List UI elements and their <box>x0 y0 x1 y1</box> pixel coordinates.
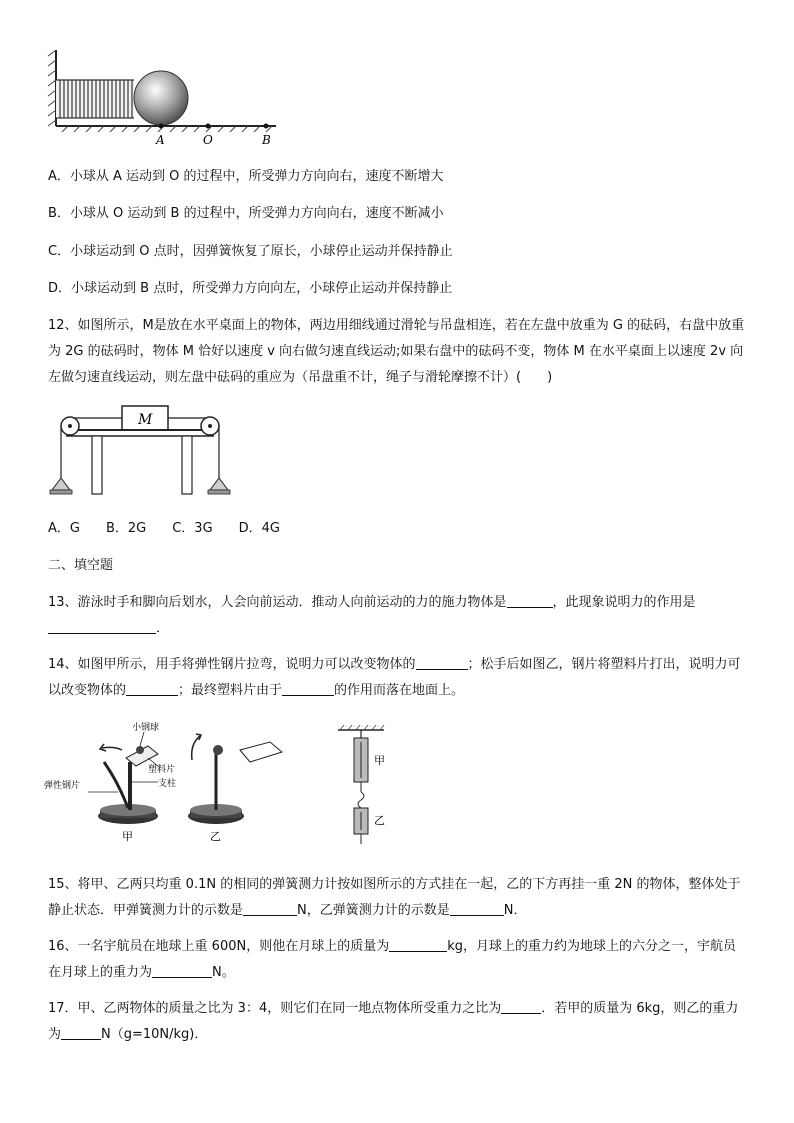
answer-blank[interactable] <box>282 681 334 696</box>
answer-blank[interactable] <box>501 999 541 1014</box>
right-pan <box>210 478 228 490</box>
steel-sheet-bent <box>104 762 128 808</box>
label-steel-sheet: 弹性钢片 <box>44 781 81 791</box>
question-12-options: A．G B．2G C．3G D．4G <box>48 521 281 536</box>
question-17: 17．甲、乙两物体的质量之比为 3：4，则它们在同一地点物体所受重力之比为 ．若甲的质量为 6kg，则乙的重力为 N（g=10N/kg)． <box>48 1001 739 1042</box>
spring <box>56 80 134 118</box>
answer-blank[interactable] <box>126 681 178 696</box>
label-o: O <box>203 133 213 147</box>
answer-blank[interactable] <box>450 901 504 916</box>
option-b: B．小球从 O 运动到 B 的过程中，所受弹力方向向右，速度不断减小 <box>48 206 444 221</box>
option-c: C．小球运动到 O 点时，因弹簧恢复了原长，小球停止运动并保持静止 <box>48 244 453 259</box>
label-jia: 甲 <box>122 830 133 843</box>
spring-scales-figure <box>336 722 396 848</box>
steel-sheet-figure <box>44 722 286 846</box>
answer-blank[interactable] <box>243 901 297 916</box>
label-plastic: 塑料片 <box>148 765 176 775</box>
pulley-table-figure <box>44 402 236 498</box>
answer-blank[interactable] <box>416 655 468 670</box>
label-scale-yi: 乙 <box>374 814 385 827</box>
left-pan <box>52 478 70 490</box>
label-pillar: 支柱 <box>158 779 177 789</box>
small-steel-ball <box>136 746 144 754</box>
label-a: A <box>156 133 165 147</box>
answer-blank[interactable] <box>61 1025 101 1040</box>
label-yi: 乙 <box>210 830 221 843</box>
ball <box>134 71 188 125</box>
answer-blank[interactable] <box>152 963 212 978</box>
question-14: 14、如图甲所示，用手将弹性钢片拉弯，说明力可以改变物体的 ；松手后如图乙，钢片将塑料片打出，说明力可以改变物体的 ；最终塑料片由于 的作用而落在地面上。 <box>48 657 741 698</box>
section-2-title: 二、填空题 <box>48 558 114 573</box>
label-scale-jia: 甲 <box>374 754 385 767</box>
label-small-ball: 小钢球 <box>132 723 160 733</box>
option-d: D．小球运动到 B 点时，所受弹力方向向左，小球停止运动并保持静止 <box>48 281 453 296</box>
spring-ball-figure <box>44 46 284 150</box>
answer-blank[interactable] <box>389 937 447 952</box>
question-12-stem: 12、如图所示，M是放在水平桌面上的物体，两边用细线通过滑轮与吊盘相连，若在左盘中放重为 G 的砝码，右盘中放重为 2G 的砝码时，物体 M 恰好以速度 v 向右做匀速直线运动;如果右盘中的砝码不变，物体 M 在水平桌面上以速度 2v 向左做匀速直线运动，则左盘中砝码的重应为（吊盘重不计，绳子与滑轮摩擦不计）( ) <box>48 318 745 385</box>
question-13: 13、游泳时手和脚向后划水，人会向前运动．推动人向前运动的力的施力物体是 ，此现象说明力的作用是． <box>48 595 696 636</box>
question-16: 16、一名宇航员在地球上重 600N，则他在月球上的质量为 kg，月球上的重力约为地球上的六分之一，宇航员在月球上的重力为 N。 <box>48 939 736 980</box>
label-m: M <box>138 412 153 428</box>
option-a: A．小球从 A 运动到 O 的过程中，所受弹力方向向右，速度不断增大 <box>48 169 444 184</box>
question-15: 15、将甲、乙两只均重 0.1N 的相同的弹簧测力计按如图所示的方式挂在一起，乙的下方再挂一重 2N 的物体，整体处于静止状态．甲弹簧测力计的示数是 N，乙弹簧测力计的示数是 N． <box>48 877 741 918</box>
answer-blank[interactable] <box>507 593 553 608</box>
answer-blank[interactable] <box>48 619 156 634</box>
label-b: B <box>262 133 271 147</box>
